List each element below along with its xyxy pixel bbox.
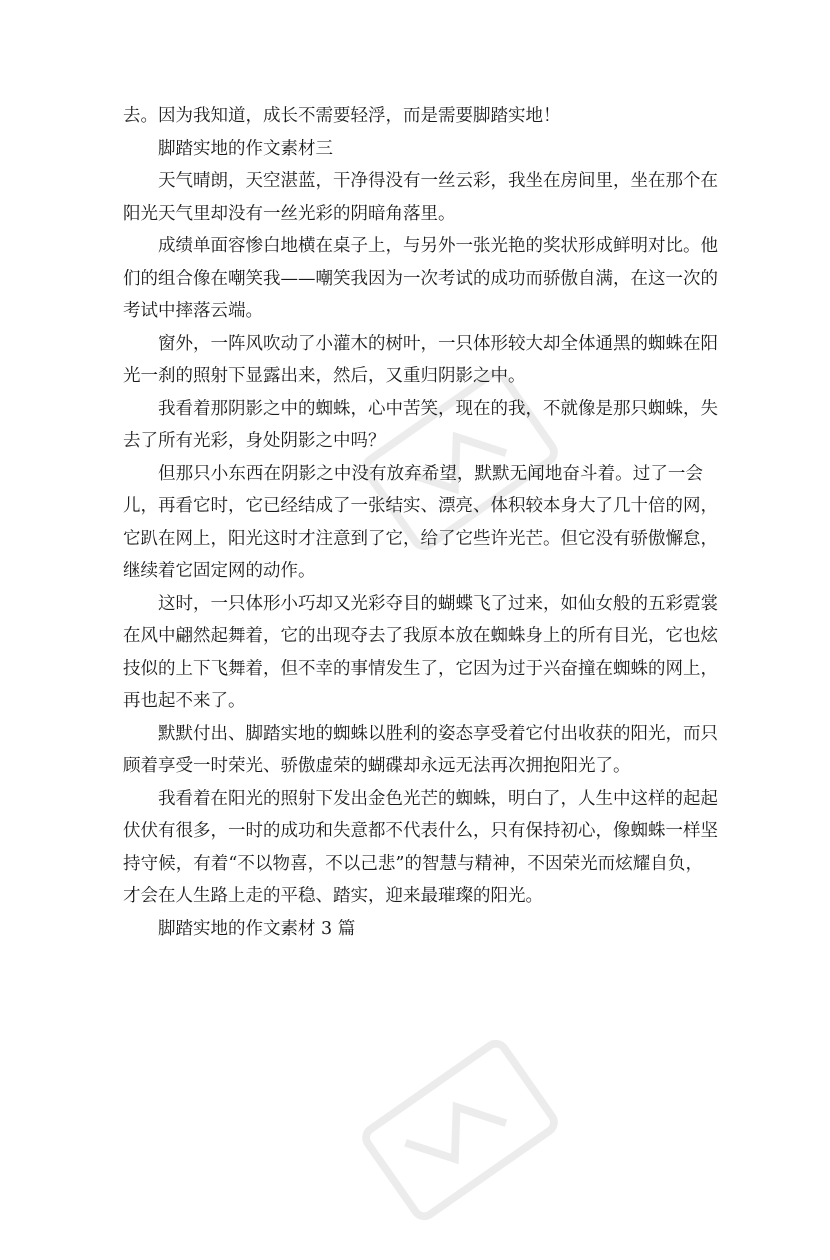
paragraph-line: 我看着在阳光的照射下发出金色光芒的蜘蛛，明白了，人生中这样的起起 (158, 788, 718, 809)
paragraph (123, 393, 718, 458)
paragraph-line: 去。因为我知道，成长不需要轻浮，而是需要脚踏实地！ (123, 106, 561, 126)
paragraph-line: 继续着它固定网的动作。 (123, 561, 316, 581)
paragraph-line: 这时，一只体形小巧却又光彩夺目的蝴蝶飞了过来，如仙女般的五彩霓裳 (158, 593, 718, 614)
paragraph-line: 默默付出、脚踏实地的蜘蛛以胜利的姿态享受着它付出收获的阳光，而只 (158, 723, 718, 744)
paragraph (123, 718, 718, 783)
paragraph (123, 588, 718, 718)
paragraph (123, 458, 718, 588)
paragraph-line: 脚踏实地的作文素材三 (158, 138, 333, 159)
paragraph (123, 165, 718, 230)
paragraph (123, 100, 703, 133)
paragraph-line: 伏伏有很多，一时的成功和失意都不代表什么，只有保持初心，像蜘蛛一样坚 (123, 821, 718, 841)
paragraph (123, 328, 718, 393)
paragraph-line: 在风中翩然起舞着，它的出现夺去了我原本放在蜘蛛身上的所有目光，它也炫 (123, 626, 718, 646)
paragraph-line: 但那只小东西在阴影之中没有放弃希望，默默无闻地奋斗着。过了一会 (158, 463, 703, 484)
paragraph-line: 儿，再看它时，它已经结成了一张结实、漂亮、体积较本身大了几十倍的网， (123, 496, 718, 516)
paragraph-line: 顾着享受一时荣光、骄傲虚荣的蝴碟却永远无法再次拥抱阳光了。 (123, 756, 631, 776)
watermark-logo (330, 1000, 590, 1260)
paragraph (123, 783, 718, 913)
paragraph-line: 持守候，有着“不以物喜，不以己悲”的智慧与精神，不因荣光而炫耀自负， (123, 853, 703, 874)
paragraph-line: 们的组合像在嘲笑我——嘲笑我因为一次考试的成功而骄傲自满，在这一次的 (123, 268, 718, 289)
paragraph-line: 脚踏实地的作文素材 3 篇 (158, 918, 356, 939)
paragraph-line: 考试中摔落云端。 (123, 301, 263, 321)
paragraph-line: 技似的上下飞舞着，但不幸的事情发生了，它因为过于兴奋撞在蜘蛛的网上， (123, 658, 718, 679)
paragraph-line: 我看着那阴影之中的蜘蛛，心中苦笑，现在的我，不就像是那只蜘蛛，失 (158, 398, 718, 419)
paragraph-line: 成绩单面容惨白地横在桌子上，与另外一张光艳的奖状形成鲜明对比。他 (158, 236, 718, 256)
paragraph-line: 光一刹的照射下显露出来，然后，又重归阴影之中。 (123, 366, 526, 386)
paragraph (123, 133, 703, 166)
paragraph-line: 它趴在网上，阳光这时才注意到了它，给了它些许光芒。但它没有骄傲懈怠， (123, 528, 718, 549)
paragraph-line: 天气晴朗，天空湛蓝，干净得没有一丝云彩，我坐在房间里，坐在那个在 (158, 171, 718, 191)
paragraph-line: 阳光天气里却没有一丝光彩的阴暗角落里。 (123, 203, 456, 224)
document-body (123, 100, 718, 945)
paragraph-line: 窗外，一阵风吹动了小灌木的树叶，一只体形较大却全体通黑的蜘蛛在阳 (158, 333, 718, 354)
paragraph (123, 913, 703, 946)
paragraph (123, 230, 718, 328)
paragraph-line: 去了所有光彩，身处阴影之中吗？ (123, 431, 386, 451)
paragraph-line: 再也起不来了。 (123, 691, 246, 711)
paragraph-line: 才会在人生路上走的平稳、踏实，迎来最璀璨的阳光。 (123, 886, 543, 906)
